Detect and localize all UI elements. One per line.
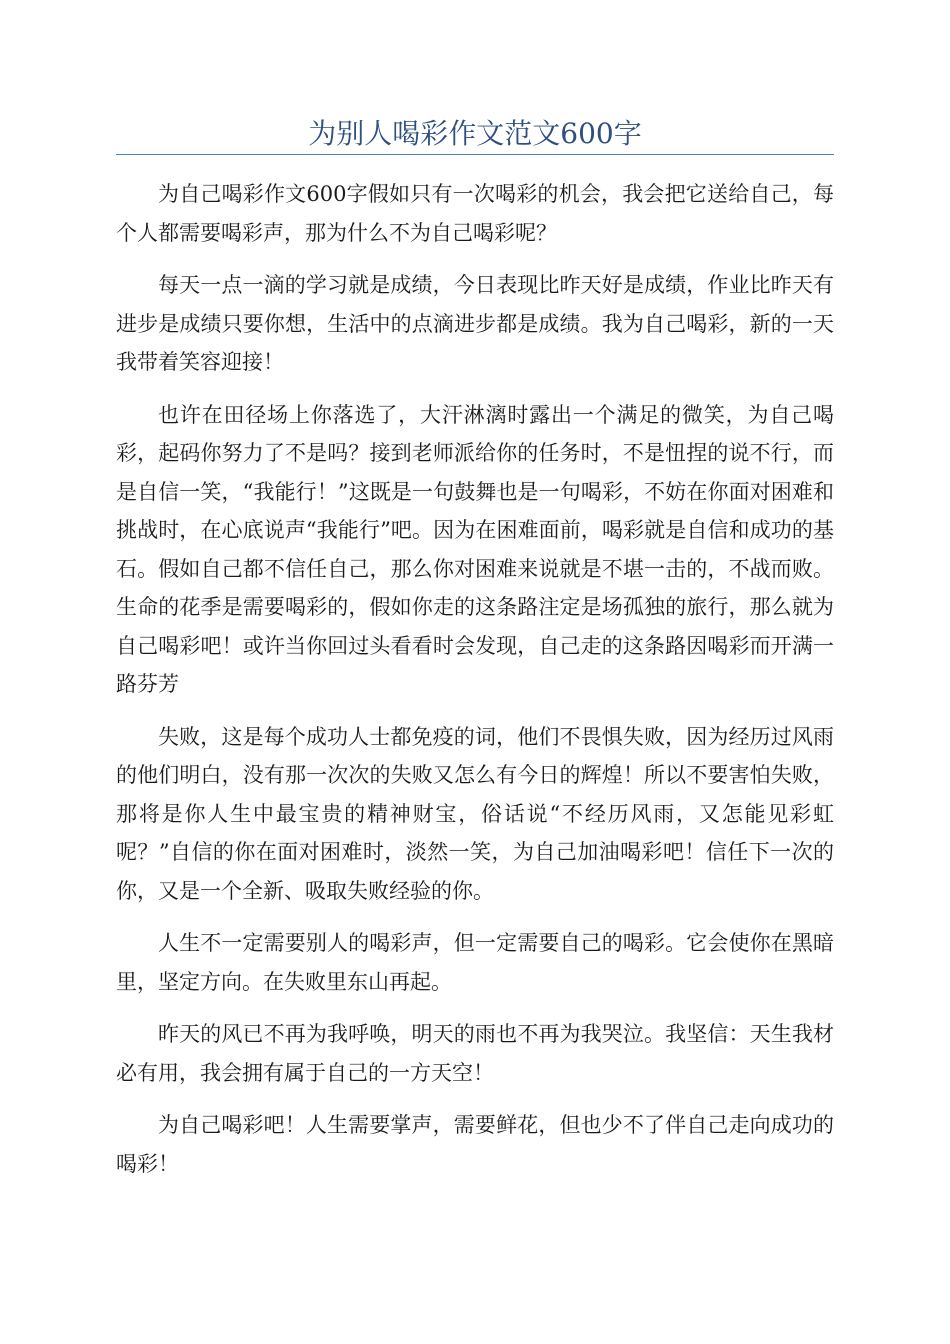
paragraph-7: 为自己喝彩吧！人生需要掌声，需要鲜花，但也少不了伴自己走向成功的喝彩！ <box>116 1113 834 1176</box>
title-underline <box>116 154 834 155</box>
paragraph-5: 人生不一定需要别人的喝彩声，但一定需要自己的喝彩。它会使你在黑暗里，坚定方向。在失败里东山再起。 <box>116 931 834 994</box>
page-title: 为别人喝彩作文范文600字 <box>308 117 642 150</box>
paragraph-1: 为自己喝彩作文600字假如只有一次喝彩的机会，我会把它送给自己，每个人都需要喝彩声，那为什么不为自己喝彩呢？ <box>116 182 834 245</box>
paragraph-4: 失败，这是每个成功人士都免疫的词，他们不畏惧失败，因为经历过风雨的他们明白，没有那一次次的失败又怎么有今日的辉煌！所以不要害怕失败，那将是你人生中最宝贵的精神财宝，俗话说“不经历风雨，又怎能见彩虹呢？”自信的你在面对困难时，淡然一笑，为自己加油喝彩吧！信任下一次的你，又是一个全新、吸取失败经验的你。 <box>116 724 834 903</box>
paragraph-6: 昨天的风已不再为我呼唤，明天的雨也不再为我哭泣。我坚信：天生我材必有用，我会拥有属于自己的一方天空！ <box>116 1022 834 1085</box>
document-body <box>116 175 834 1197</box>
paragraph-3: 也许在田径场上你落选了，大汗淋漓时露出一个满足的微笑，为自己喝彩，起码你努力了不是吗？接到老师派给你的任务时，不是忸捏的说不行，而是自信一笑，“我能行！”这既是一句鼓舞也是一句喝彩，不妨在你面对困难和挑战时，在心底说声“我能行”吧。因为在困难面前，喝彩就是自信和成功的基石。假如自己都不信任自己，那么你对困难来说就是不堪一击的，不战而败。生命的花季是需要喝彩的，假如你走的这条路注定是场孤独的旅行，那么就为自己喝彩吧！或许当你回过头看看时会发现，自己走的这条路因喝彩而开满一路芬芳 <box>116 402 834 696</box>
paragraph-2: 每天一点一滴的学习就是成绩，今日表现比昨天好是成绩，作业比昨天有进步是成绩只要你想，生活中的点滴进步都是成绩。我为自己喝彩，新的一天我带着笑容迎接！ <box>116 273 834 374</box>
